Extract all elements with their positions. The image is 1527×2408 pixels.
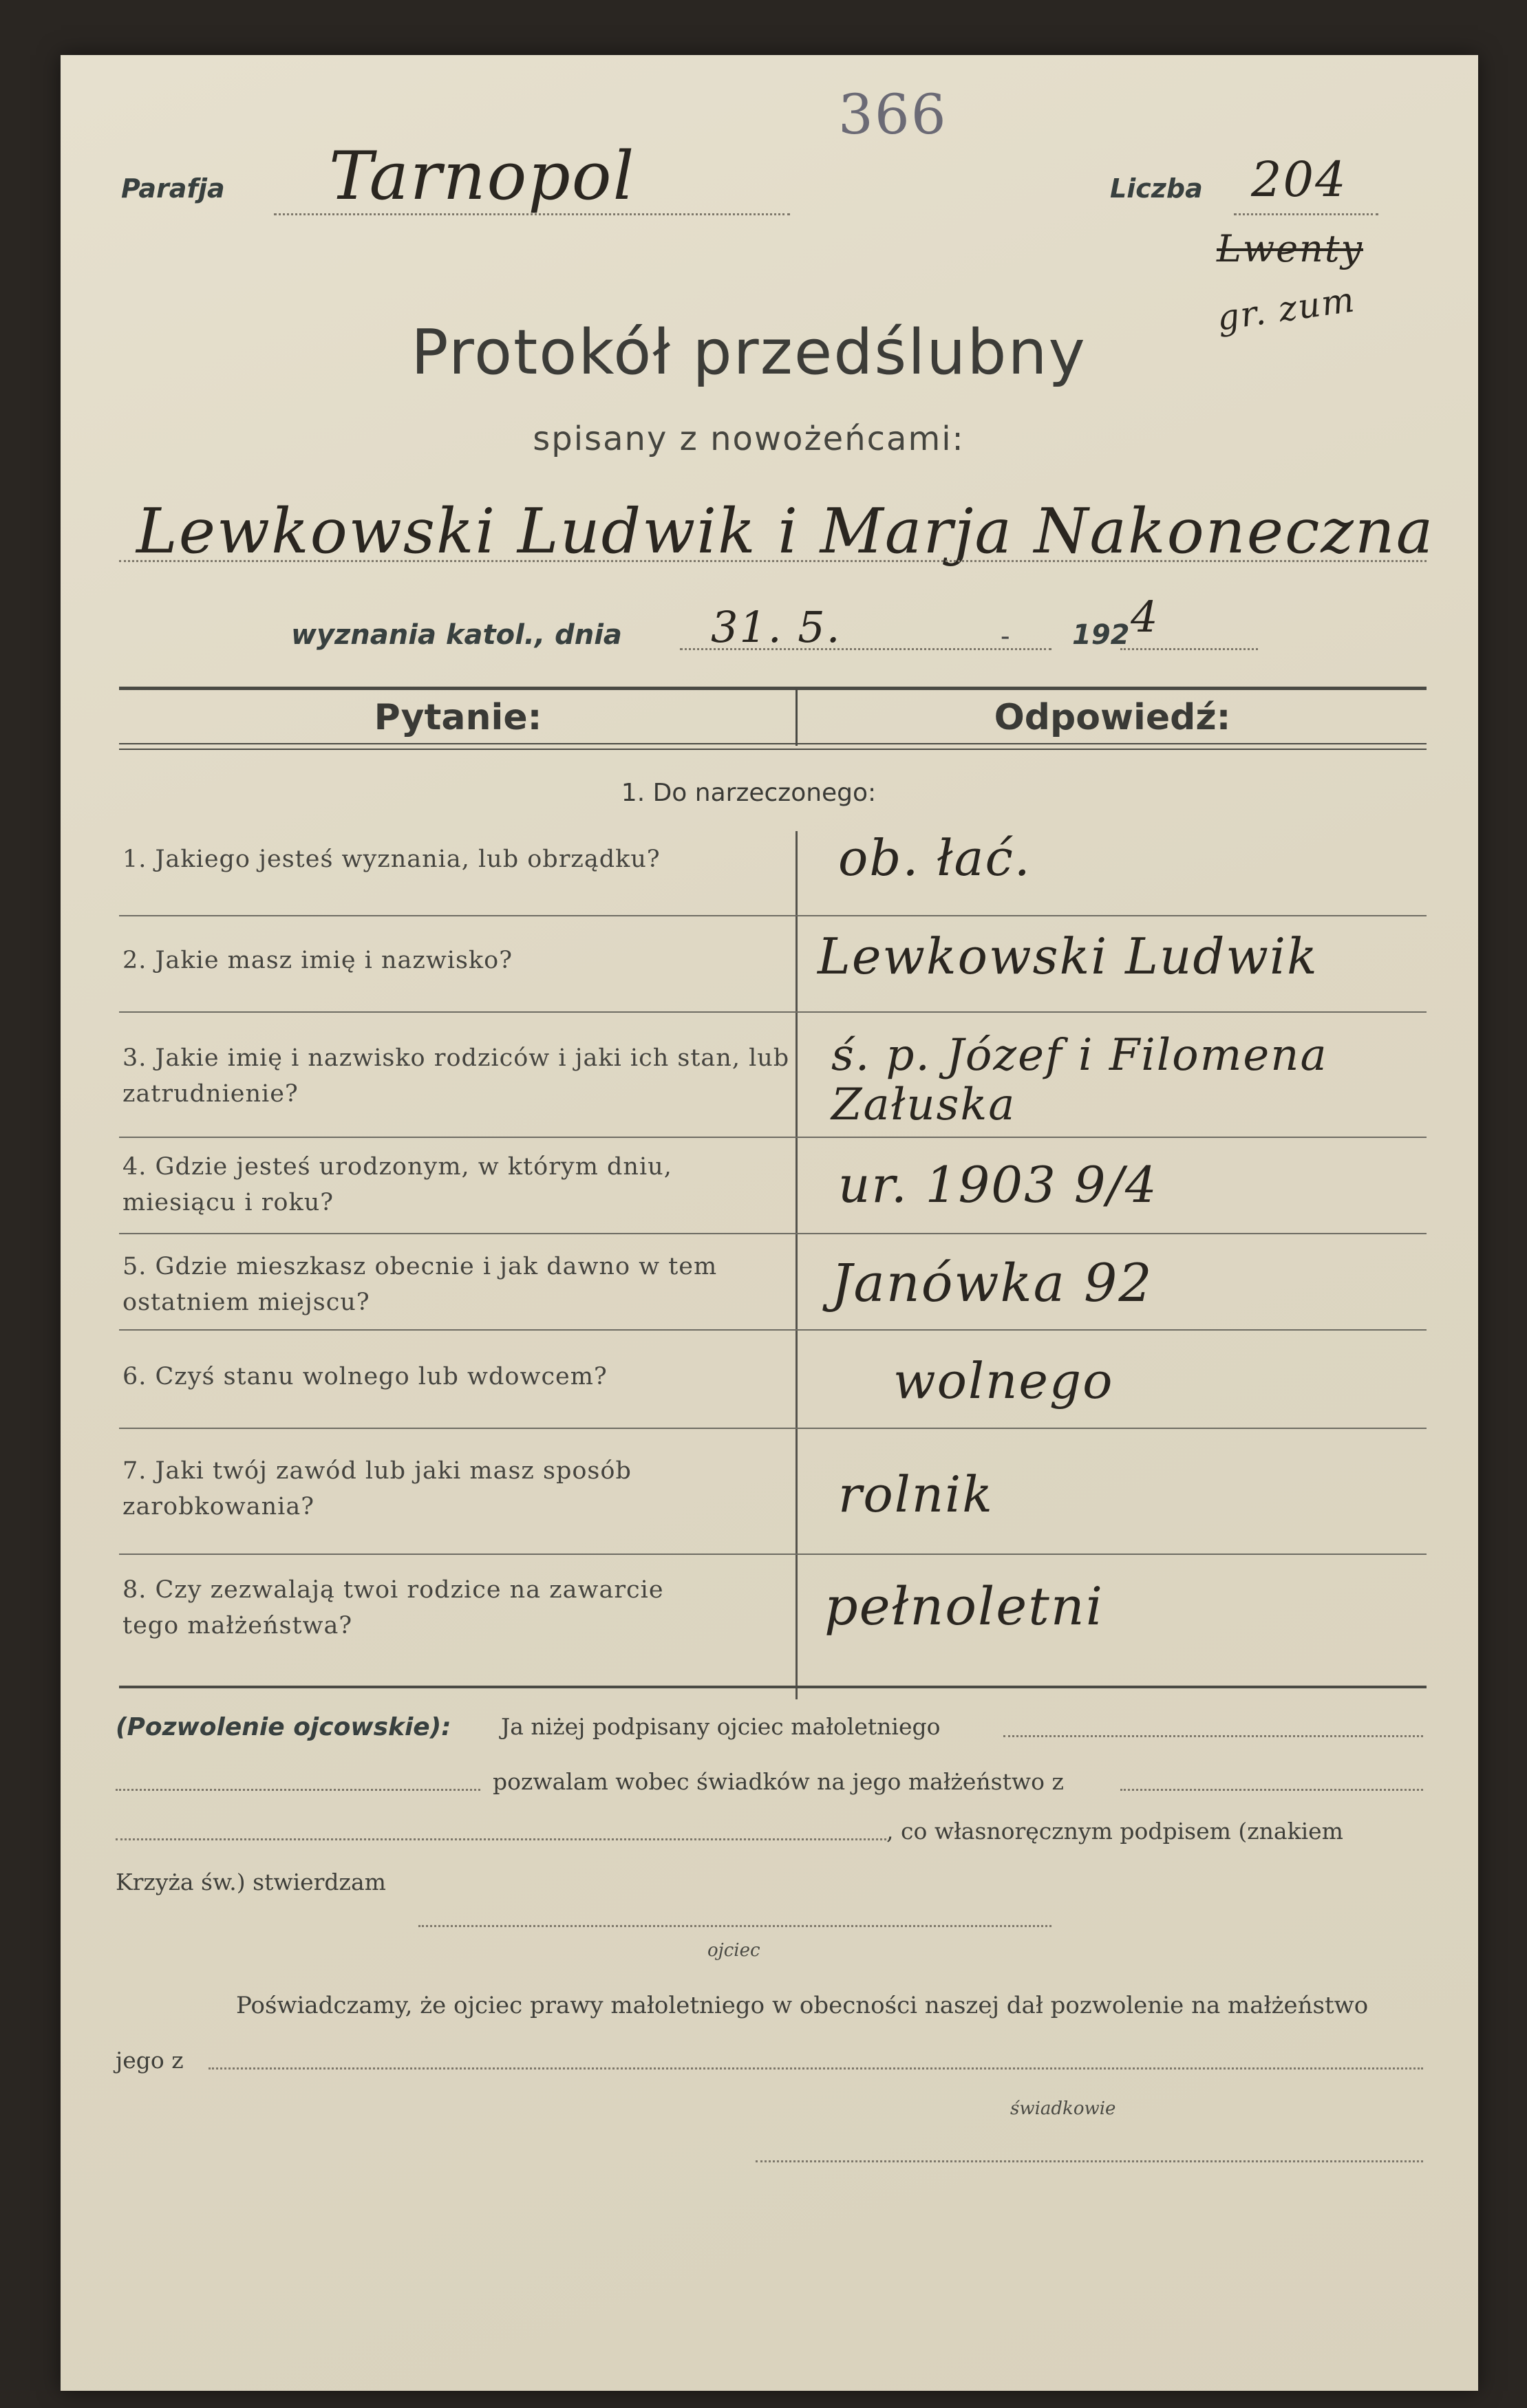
year-suffix: 4 xyxy=(1131,592,1160,642)
question-2: 2. Jakie masz imię i nazwisko? xyxy=(122,947,513,974)
father-signature-line xyxy=(418,1925,1051,1927)
consent-line-3: , co własnoręcznym podpisem (znakiem xyxy=(886,1818,1343,1845)
row-3-rule xyxy=(119,1137,1427,1138)
row-2-rule xyxy=(119,1011,1427,1013)
consent-label: (Pozwolenie ojcowskie): xyxy=(116,1713,451,1741)
year-line xyxy=(1120,648,1258,650)
answer-8: pełnoletni xyxy=(824,1576,1104,1637)
couple-names: Lewkowski Ludwik i Marja Nakoneczna xyxy=(136,495,1435,568)
witness-line-2: jego z xyxy=(116,2047,184,2074)
consent-line-2-dots-a xyxy=(116,1789,480,1791)
consent-line-1: Ja niżej podpisany ojciec małoletniego xyxy=(501,1713,941,1740)
year-prefix: 192 xyxy=(1072,619,1130,651)
consent-line-4: Krzyża św.) stwierdzam xyxy=(116,1869,386,1895)
number-crossed: Lwenty xyxy=(1217,227,1364,270)
document-subtitle: spisany z nowożeńcami: xyxy=(533,420,965,458)
answer-4: ur. 1903 9/4 xyxy=(838,1156,1158,1214)
column-header-question: Pytanie: xyxy=(374,696,542,738)
row-4-rule xyxy=(119,1233,1427,1234)
witness-statement: Poświadczamy, że ojciec prawy małoletniego w obecności naszej dał pozwolenie na małżeństwo xyxy=(236,1992,1369,2019)
consent-line-3-dots xyxy=(116,1838,886,1840)
number-label: Liczba xyxy=(1110,173,1203,204)
parish-label: Parafja xyxy=(121,173,225,204)
consent-line-2: pozwalam wobec świadków na jego małżeństwo z xyxy=(493,1768,1064,1795)
question-6: 6. Czyś stanu wolnego lub wdowcem? xyxy=(122,1363,608,1390)
parish-value: Tarnopol xyxy=(329,138,636,215)
father-caption: ojciec xyxy=(707,1940,760,1961)
question-1: 1. Jakiego jesteś wyznania, lub obrządku? xyxy=(122,846,661,873)
witnesses-caption: świadkowie xyxy=(1010,2098,1116,2119)
number-value: 204 xyxy=(1251,151,1347,208)
answer-6: wolnego xyxy=(893,1352,1114,1410)
number-line xyxy=(1234,213,1378,215)
header-divider xyxy=(795,689,798,746)
answer-7: rolnik xyxy=(838,1465,994,1523)
witness-line-2-dots xyxy=(209,2067,1423,2070)
confession-label: wyznania katol., dnia xyxy=(291,619,622,651)
rows-divider xyxy=(795,831,798,1699)
date-dash: - xyxy=(1001,621,1010,652)
answer-1: ob. łać. xyxy=(838,829,1032,887)
answer-3: ś. p. Józef i Filomena Załuska xyxy=(831,1030,1328,1130)
document-sheet xyxy=(61,55,1478,2391)
couple-names-line xyxy=(119,560,1427,562)
row-1-rule xyxy=(119,915,1427,916)
document-title: Protokół przedślubny xyxy=(411,316,1087,389)
question-3: 3. Jakie imię i nazwisko rodziców i jaki ich stan, lub zatrudnienie? xyxy=(122,1044,790,1108)
question-5: 5. Gdzie mieszkasz obecnie i jak dawno w tem ostatniem miejscu? xyxy=(122,1253,718,1316)
consent-line-1-dots xyxy=(1003,1735,1423,1737)
archive-number: 366 xyxy=(838,83,948,147)
answer-5: Janówka 92 xyxy=(831,1252,1153,1313)
answer-2: Lewkowski Ludwik xyxy=(818,927,1318,985)
question-8: 8. Czy zezwalają twoi rodzice na zawarcie tego małżeństwa? xyxy=(122,1576,664,1640)
consent-line-2-dots-b xyxy=(1120,1789,1423,1791)
row-5-rule xyxy=(119,1329,1427,1331)
header-rule-2 xyxy=(119,749,1427,750)
number-note: gr. zum xyxy=(1214,279,1358,338)
witness-signature-line xyxy=(756,2160,1423,2162)
question-4: 4. Gdzie jesteś urodzonym, w którym dniu, miesiącu i roku? xyxy=(122,1153,672,1216)
section-heading: 1. Do narzeczonego: xyxy=(621,779,877,807)
column-header-answer: Odpowiedź: xyxy=(994,696,1231,738)
header-rule-1 xyxy=(119,743,1427,744)
table-top-rule xyxy=(119,687,1427,690)
question-7: 7. Jaki twój zawód lub jaki masz sposób zarobkowania? xyxy=(122,1457,632,1520)
row-7-rule xyxy=(119,1554,1427,1555)
table-bottom-rule xyxy=(119,1686,1427,1688)
row-6-rule xyxy=(119,1428,1427,1429)
date-value: 31. 5. xyxy=(711,602,842,652)
